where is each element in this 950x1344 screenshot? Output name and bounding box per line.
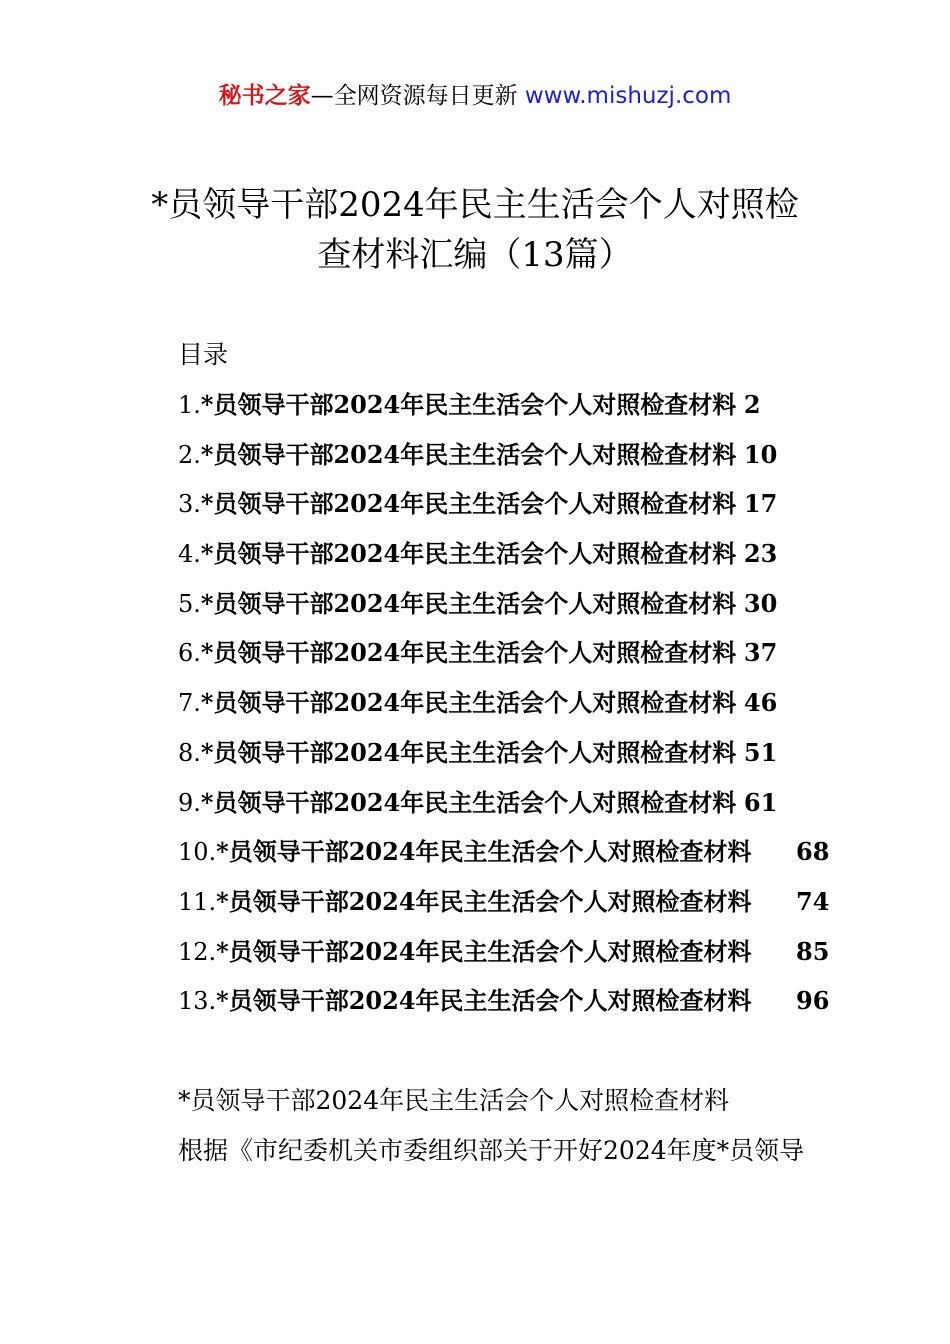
toc-entry-title: *员领导干部2024年民主生活会个人对照检查材料 <box>200 588 737 618</box>
toc-entry-title: *员领导干部2024年民主生活会个人对照检查材料 <box>216 936 752 966</box>
toc-entry-number: 13. <box>178 987 217 1016</box>
toc-entry-title: *员领导干部2024年民主生活会个人对照检查材料 <box>200 439 737 469</box>
toc-entry-title: *员领导干部2024年民主生活会个人对照检查材料 <box>200 737 737 767</box>
toc-entry[interactable] <box>178 634 858 684</box>
toc-entry-page: 68 <box>796 837 830 867</box>
toc-entry[interactable] <box>178 485 858 535</box>
toc-entry-title: *员领导干部2024年民主生活会个人对照检查材料 <box>200 787 737 817</box>
toc-entry-title: *员领导干部2024年民主生活会个人对照检查材料 <box>200 390 737 419</box>
toc-entry-page: 23 <box>743 539 778 569</box>
toc-entry-title: *员领导干部2024年民主生活会个人对照检查材料 <box>216 886 752 916</box>
site-header <box>0 80 950 112</box>
toc-entry-title: *员领导干部2024年民主生活会个人对照检查材料 <box>200 539 737 569</box>
toc-entry[interactable] <box>178 436 858 486</box>
toc-entry[interactable] <box>178 684 858 734</box>
toc-entry-number: 4. <box>178 540 201 569</box>
toc-entry[interactable] <box>178 982 858 1032</box>
document-title <box>0 180 950 280</box>
toc-entry-page: 96 <box>796 986 830 1016</box>
toc-entry-number: 11. <box>178 887 217 916</box>
site-tagline: —全网资源每日更新 <box>310 83 518 109</box>
toc-entry-title: *员领导干部2024年民主生活会个人对照检查材料 <box>200 638 737 668</box>
toc-entry[interactable] <box>178 833 858 883</box>
toc-entry[interactable] <box>178 933 858 983</box>
toc-entry-page: 51 <box>743 737 778 767</box>
toc-heading: 目录 <box>178 340 229 369</box>
toc-entry[interactable] <box>178 734 858 784</box>
table-of-contents <box>178 386 858 1032</box>
toc-entry-title: *员领导干部2024年民主生活会个人对照检查材料 <box>200 688 737 718</box>
toc-entry-page: 37 <box>743 638 778 668</box>
toc-entry[interactable] <box>178 883 858 933</box>
section-title: *员领导干部2024年民主生活会个人对照检查材料 <box>178 1086 730 1115</box>
document-title-line-1: *员领导干部2024年民主生活会个人对照检 <box>151 185 799 225</box>
toc-entry-page: 2 <box>743 390 761 419</box>
toc-entry-page: 30 <box>743 588 778 618</box>
toc-entry-page: 61 <box>743 787 778 817</box>
toc-entry-number: 8. <box>178 738 201 767</box>
toc-entry[interactable] <box>178 386 858 436</box>
toc-entry-number: 3. <box>178 490 201 519</box>
toc-entry-page: 74 <box>796 886 830 916</box>
toc-entry-number: 6. <box>178 639 201 668</box>
toc-entry-number: 1. <box>178 391 201 419</box>
toc-entry-number: 10. <box>178 838 217 867</box>
toc-entry[interactable] <box>178 784 858 834</box>
toc-entry-number: 12. <box>178 937 217 966</box>
toc-entry-page: 85 <box>796 936 830 966</box>
toc-entry-number: 2. <box>178 440 201 469</box>
site-brand: 秘书之家 <box>218 83 311 109</box>
site-url-link[interactable]: www.mishuzj.com <box>524 83 732 109</box>
toc-entry-page: 10 <box>743 439 778 469</box>
toc-entry-page: 46 <box>743 688 778 718</box>
document-title-line-2: 查材料汇编（13篇） <box>317 235 633 275</box>
toc-entry-title: *员领导干部2024年民主生活会个人对照检查材料 <box>216 837 752 867</box>
body-paragraph: 根据《市纪委机关市委组织部关于开好2024年度*员领导 <box>178 1136 805 1165</box>
toc-entry-number: 5. <box>178 589 201 618</box>
toc-entry-title: *员领导干部2024年民主生活会个人对照检查材料 <box>200 489 737 519</box>
toc-entry[interactable] <box>178 585 858 635</box>
toc-entry-page: 17 <box>743 489 778 519</box>
toc-entry-number: 9. <box>178 788 201 817</box>
toc-entry[interactable] <box>178 535 858 585</box>
toc-entry-title: *员领导干部2024年民主生活会个人对照检查材料 <box>216 986 752 1016</box>
toc-entry-number: 7. <box>178 689 201 718</box>
